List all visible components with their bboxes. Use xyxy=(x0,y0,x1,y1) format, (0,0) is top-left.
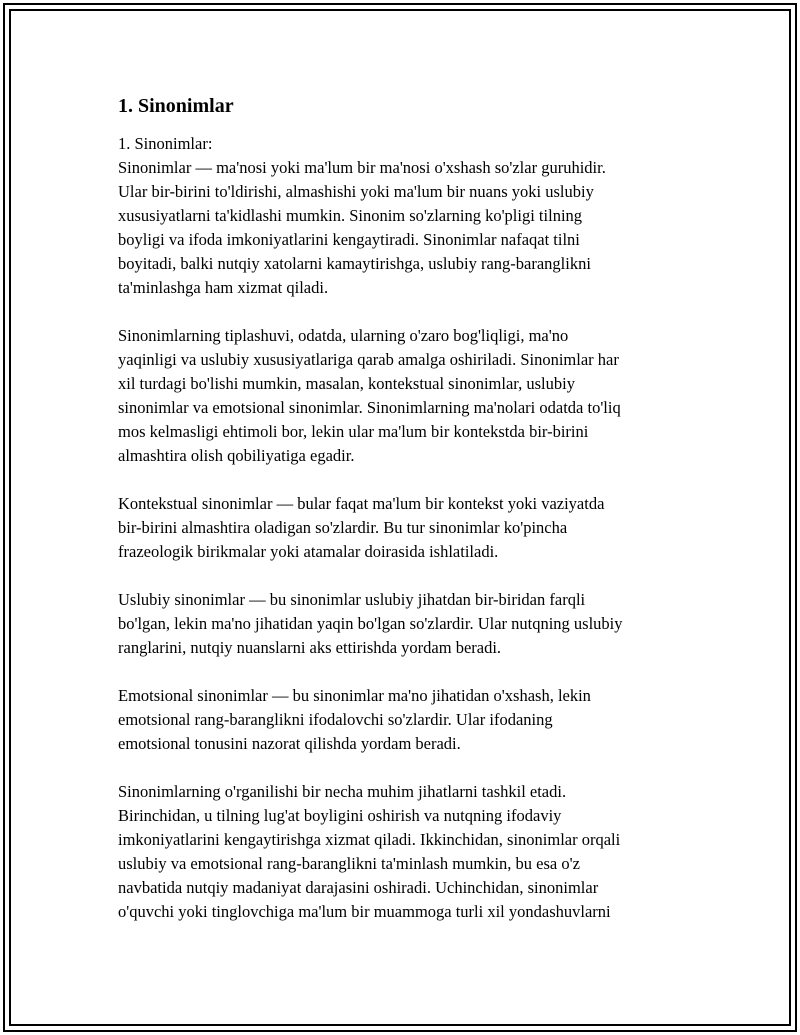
text-line: Kontekstual sinonimlar — bular faqat ma'lum bir kontekst yoki vaziyatda xyxy=(118,494,605,513)
text-line: imkoniyatlarini kengaytirishga xizmat qiladi. Ikkinchidan, sinonimlar orqali xyxy=(118,830,621,849)
text-line: boyitadi, balki nutqiy xatolarni kamaytirishga, uslubiy rang-baranglikni xyxy=(118,254,591,273)
text-line: yaqinligi va uslubiy xususiyatlariga qarab amalga oshiriladi. Sinonimlar har xyxy=(118,350,619,369)
text-line: o'quvchi yoki tinglovchiga ma'lum bir muammoga turli xil yondashuvlarni xyxy=(118,902,611,921)
text-line: emotsional rang-baranglikni ifodalovchi so'zlardir. Ular ifodaning xyxy=(118,710,553,729)
text-line: ta'minlashga ham xizmat qiladi. xyxy=(118,278,329,297)
document-content xyxy=(118,92,688,948)
text-line: 1. Sinonimlar: xyxy=(118,134,213,153)
text-line: Birinchidan, u tilning lug'at boyligini oshirish va nutqning ifodaviy xyxy=(118,806,562,825)
text-line: Uslubiy sinonimlar — bu sinonimlar uslubiy jihatdan bir-biridan farqli xyxy=(118,590,586,609)
text-line: Sinonimlarning o'rganilishi bir necha muhim jihatlarni tashkil etadi. xyxy=(118,782,567,801)
text-line: Emotsional sinonimlar — bu sinonimlar ma'no jihatidan o'xshash, lekin xyxy=(118,686,591,705)
text-line: sinonimlar va emotsional sinonimlar. Sinonimlarning ma'nolari odatda to'liq xyxy=(118,398,621,417)
text-line: xususiyatlarni ta'kidlashi mumkin. Sinonim so'zlarning ko'pligi tilning xyxy=(118,206,583,225)
paragraph xyxy=(118,132,688,300)
text-line: Ular bir-birini to'ldirishi, almashishi yoki ma'lum bir nuans yoki uslubiy xyxy=(118,182,594,201)
paragraph xyxy=(118,588,688,660)
paragraph xyxy=(118,780,688,924)
text-line: ranglarini, nutqiy nuanslarni aks ettirishda yordam beradi. xyxy=(118,638,502,657)
text-line: almashtira olish qobiliyatiga egadir. xyxy=(118,446,355,465)
text-line: mos kelmasligi ehtimoli bor, lekin ular ma'lum bir kontekstda bir-birini xyxy=(118,422,589,441)
text-line: frazeologik birikmalar yoki atamalar doirasida ishlatiladi. xyxy=(118,542,499,561)
text-line: uslubiy va emotsional rang-baranglikni ta'minlash mumkin, bu esa o'z xyxy=(118,854,580,873)
text-line: boyligi va ifoda imkoniyatlarini kengaytiradi. Sinonimlar nafaqat tilni xyxy=(118,230,580,249)
text-line: Sinonimlar — ma'nosi yoki ma'lum bir ma'nosi o'xshash so'zlar guruhidir. xyxy=(118,158,606,177)
paragraph xyxy=(118,324,688,468)
document-body xyxy=(118,132,688,924)
text-line: Sinonimlarning tiplashuvi, odatda, ularning o'zaro bog'liqligi, ma'no xyxy=(118,326,569,345)
text-line: xil turdagi bo'lishi mumkin, masalan, kontekstual sinonimlar, uslubiy xyxy=(118,374,575,393)
text-line: emotsional tonusini nazorat qilishda yordam beradi. xyxy=(118,734,461,753)
text-line: bo'lgan, lekin ma'no jihatidan yaqin bo'lgan so'zlardir. Ular nutqning uslubiy xyxy=(118,614,623,633)
text-line: navbatida nutqiy madaniyat darajasini oshiradi. Uchinchidan, sinonimlar xyxy=(118,878,599,897)
paragraph xyxy=(118,684,688,756)
section-heading: 1. Sinonimlar xyxy=(118,95,234,117)
text-line: bir-birini almashtira oladigan so'zlardir. Bu tur sinonimlar ko'pincha xyxy=(118,518,568,537)
paragraph xyxy=(118,492,688,564)
